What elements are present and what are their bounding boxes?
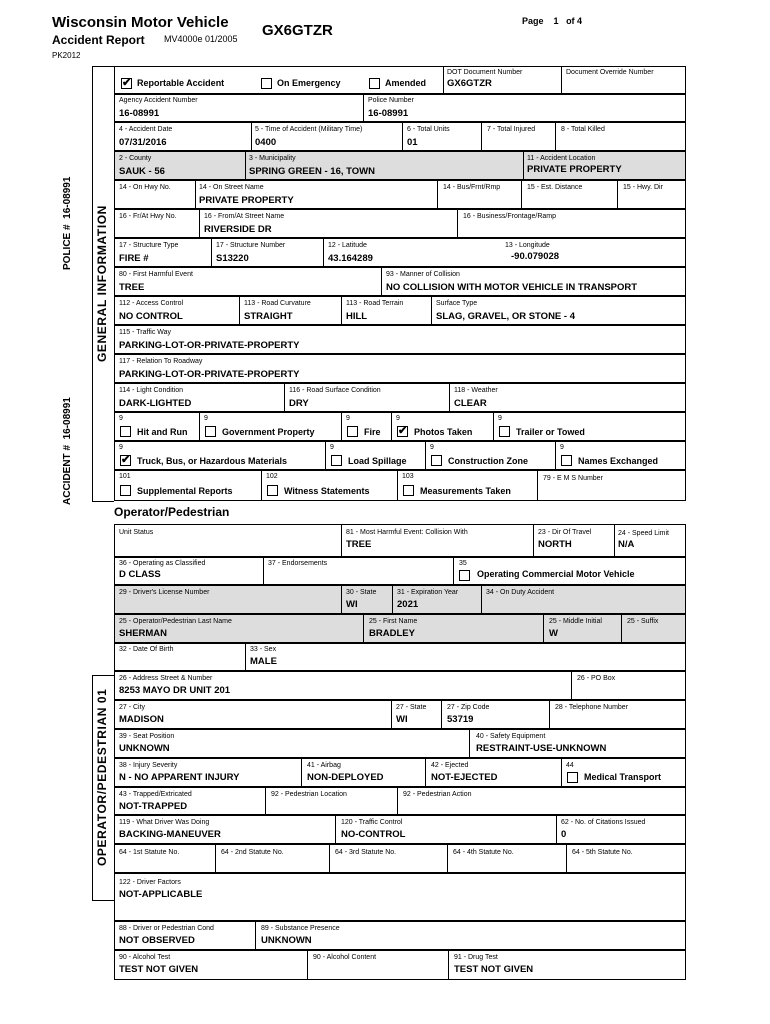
- row-structure: 17 - Structure Type FIRE # 17 - Structure Number S13220 12 - Latitude 43.164289 13 - Longitude -90.079028: [114, 238, 686, 267]
- gi-left-border: [92, 66, 93, 501]
- op-bottom-border: [92, 900, 114, 901]
- trailer-towed-checkbox[interactable]: [499, 426, 510, 437]
- truck-bus-hazmat-checkbox[interactable]: ✔: [121, 454, 131, 466]
- operator-heading: Operator/Pedestrian: [114, 505, 230, 519]
- row-license: 29 - Driver's License Number 30 - State WI 31 - Expiration Year 2021 34 - On Duty Accident: [114, 585, 686, 614]
- row-driver-doing: 119 - What Driver Was Doing BACKING-MANEUVER 120 - Traffic Control NO-CONTROL 62 - No. of Citations Issued 0: [114, 815, 686, 844]
- row-driver-factors: 122 - Driver Factors NOT-APPLICABLE: [114, 873, 686, 921]
- supplemental-reports-checkbox[interactable]: [120, 485, 131, 496]
- hit-and-run-checkbox[interactable]: [120, 426, 131, 437]
- operator-pedestrian-label: OPERATOR/PEDESTRIAN 01: [95, 688, 109, 866]
- document-code: GX6GTZR: [262, 22, 333, 39]
- form-title: Wisconsin Motor Vehicle: [52, 14, 229, 31]
- row-license-class: 36 - Operating as Classified D CLASS 37 - Endorsements 35 Operating Commercial Motor Vehicle: [114, 557, 686, 585]
- witness-statements-checkbox[interactable]: [267, 485, 278, 496]
- row-statutes: 64 - 1st Statute No. 64 - 2nd Statute No. 64 - 3rd Statute No. 64 - 4th Statute No. 64 - 5th Statute No.: [114, 844, 686, 873]
- row-from-street: 16 - Fr/At Hwy No. 16 - From/At Street Name RIVERSIDE DR 16 - Business/Frontage/Ramp: [114, 209, 686, 238]
- construction-zone-checkbox[interactable]: [431, 455, 442, 466]
- row-agency: Agency Accident Number 16-08991 Police Number 16-08991: [114, 94, 686, 122]
- row-street: 14 - On Hwy No. 14 - On Street Name PRIVATE PROPERTY 14 - Bus/Frnt/Rmp 15 - Est. Distance 15 - Hwy. Dir: [114, 180, 686, 209]
- row-traffic-way: 115 - Traffic Way PARKING-LOT-OR-PRIVATE-PROPERTY: [114, 325, 686, 354]
- load-spillage-checkbox[interactable]: [331, 455, 342, 466]
- government-property-checkbox[interactable]: [205, 426, 216, 437]
- row-report-flags: ✔ Reportable Accident On Emergency Amended DOT Document Number GX6GTZR Document Override Number: [114, 66, 686, 94]
- gi-top-border: [92, 66, 114, 67]
- reportable-checkbox[interactable]: ✔: [122, 77, 132, 89]
- row-tests: 90 - Alcohol Test TEST NOT GIVEN 90 - Alcohol Content 91 - Drug Test TEST NOT GIVEN: [114, 950, 686, 980]
- form-subtitle: Accident Report: [52, 33, 145, 47]
- row-driver-condition: 88 - Driver or Pedestrian Cond NOT OBSERVED 89 - Substance Presence UNKNOWN: [114, 921, 686, 950]
- row-flags-3: 101 Supplemental Reports 102 Witness Statements 103 Measurements Taken 79 - E M S Number: [114, 470, 686, 501]
- pk-code: PK2012: [52, 51, 81, 60]
- row-conditions: 114 - Light Condition DARK-LIGHTED 116 - Road Surface Condition DRY 118 - Weather CLEAR: [114, 383, 686, 412]
- row-flags-1: 9 Hit and Run 9 Government Property 9 Fire 9 ✔ Photos Taken 9 Trailer or Towed: [114, 412, 686, 441]
- general-information-label: GENERAL INFORMATION: [95, 205, 109, 362]
- row-date-time: 4 - Accident Date 07/31/2016 5 - Time of Accident (Military Time) 0400 6 - Total Units 01 7 - Total Injured 8 - Total Killed: [114, 122, 686, 151]
- op-top-border: [92, 675, 114, 676]
- row-trapped: 43 - Trapped/Extricated NOT-TRAPPED 92 - Pedestrian Location 92 - Pedestrian Action: [114, 787, 686, 815]
- fire-checkbox[interactable]: [347, 426, 358, 437]
- row-flags-2: 9 ✔ Truck, Bus, or Hazardous Materials 9 Load Spillage 9 Construction Zone 9 Names Exchanged: [114, 441, 686, 470]
- row-city: 27 - City MADISON 27 - State WI 27 - Zip Code 53719 28 - Telephone Number: [114, 700, 686, 729]
- police-number-side: POLICE # 16-08991: [62, 176, 73, 270]
- dot-document-number: GX6GTZR: [447, 78, 492, 89]
- row-seat: 39 - Seat Position UNKNOWN 40 - Safety Equipment RESTRAINT-USE-UNKNOWN: [114, 729, 686, 758]
- op-left-border: [92, 675, 93, 900]
- measurements-taken-checkbox[interactable]: [403, 485, 414, 496]
- gi-bottom-border: [92, 501, 114, 502]
- names-exchanged-checkbox[interactable]: [561, 455, 572, 466]
- row-name: 25 - Operator/Pedestrian Last Name SHERMAN 25 - First Name BRADLEY 25 - Middle Initial W 25 - Suffix: [114, 614, 686, 643]
- on-emergency-checkbox[interactable]: [261, 78, 272, 89]
- row-injury: 38 - Injury Severity N - NO APPARENT INJURY 41 - Airbag NON-DEPLOYED 42 - Ejected NOT-EJECTED 44 Medical Transport: [114, 758, 686, 787]
- row-address: 26 - Address Street & Number 8253 MAYO DR UNIT 201 26 - PO Box: [114, 671, 686, 700]
- medical-transport-checkbox[interactable]: [567, 772, 578, 783]
- row-relation: 117 - Relation To Roadway PARKING-LOT-OR-PRIVATE-PROPERTY: [114, 354, 686, 383]
- row-road: 112 - Access Control NO CONTROL 113 - Road Curvature STRAIGHT 113 - Road Terrain HILL Surface Type SLAG, GRAVEL, OR STONE - 4: [114, 296, 686, 325]
- row-unit-status: Unit Status 81 - Most Harmful Event: Collision With TREE 23 - Dir Of Travel NORTH 24 - Speed Limit N/A: [114, 524, 686, 557]
- form-number: MV4000e 01/2005: [164, 34, 238, 44]
- row-harmful-event: 80 - First Harmful Event TREE 93 - Manner of Collision NO COLLISION WITH MOTOR VEHICLE IN TRANSPORT: [114, 267, 686, 296]
- accident-number-side: ACCIDENT # 16-08991: [62, 397, 73, 505]
- row-dob: 32 - Date Of Birth 33 - Sex MALE: [114, 643, 686, 671]
- commercial-vehicle-checkbox[interactable]: [459, 570, 470, 581]
- photos-taken-checkbox[interactable]: ✔: [398, 425, 408, 437]
- amended-checkbox[interactable]: [369, 78, 380, 89]
- row-county: 2 - County SAUK - 56 3 - Municipality SPRING GREEN - 16, TOWN 11 - Accident Location PRIVATE PROPERTY: [114, 151, 686, 180]
- page-indicator: Page 1 of 4: [522, 16, 583, 26]
